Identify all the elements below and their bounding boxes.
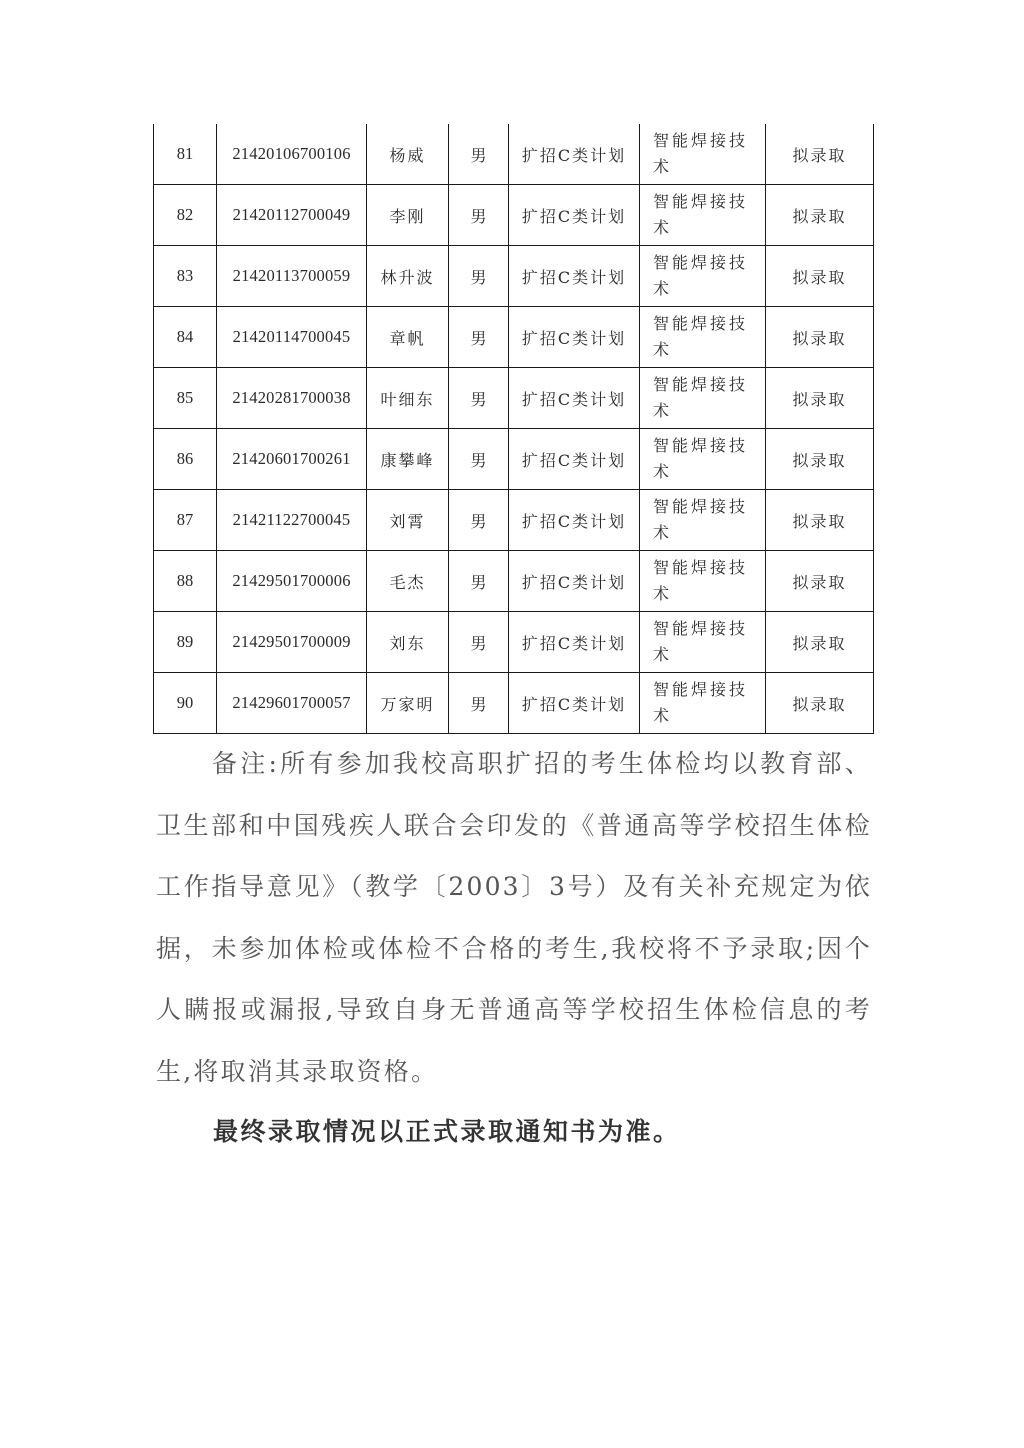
cell-gender: 男 bbox=[449, 429, 509, 490]
cell-status: 拟录取 bbox=[766, 307, 874, 368]
table-row bbox=[154, 307, 874, 368]
cell-plan: 扩招C类计划 bbox=[509, 490, 640, 551]
cell-status: 拟录取 bbox=[766, 429, 874, 490]
cell-major: 智能焊接技术 bbox=[640, 307, 766, 368]
cell-major: 智能焊接技术 bbox=[640, 124, 766, 185]
cell-number: 84 bbox=[154, 307, 217, 368]
cell-name: 杨威 bbox=[367, 124, 449, 185]
cell-name: 叶细东 bbox=[367, 368, 449, 429]
cell-number: 83 bbox=[154, 246, 217, 307]
cell-candidate-id: 21420112700049 bbox=[217, 185, 367, 246]
cell-number: 86 bbox=[154, 429, 217, 490]
table-row bbox=[154, 490, 874, 551]
cell-major: 智能焊接技术 bbox=[640, 673, 766, 734]
cell-name: 刘霄 bbox=[367, 490, 449, 551]
cell-status: 拟录取 bbox=[766, 368, 874, 429]
cell-plan: 扩招C类计划 bbox=[509, 551, 640, 612]
cell-major: 智能焊接技术 bbox=[640, 551, 766, 612]
cell-candidate-id: 21420601700261 bbox=[217, 429, 367, 490]
cell-plan: 扩招C类计划 bbox=[509, 124, 640, 185]
table-body bbox=[154, 124, 874, 734]
cell-name: 章帆 bbox=[367, 307, 449, 368]
cell-candidate-id: 21421122700045 bbox=[217, 490, 367, 551]
remark-paragraph: 备注:所有参加我校高职扩招的考生体检均以教育部、卫生部和中国残疾人联合会印发的《普通高等学校招生体检工作指导意见》（教学〔2003〕3号）及有关补充规定为依据，未参加体检或体检不合格的考生,我校将不予录取;因个人瞒报或漏报,导致自身无普通高等学校招生体检信息的考生,将取消其录取资格。 bbox=[156, 749, 872, 1086]
cell-plan: 扩招C类计划 bbox=[509, 368, 640, 429]
cell-major: 智能焊接技术 bbox=[640, 368, 766, 429]
cell-status: 拟录取 bbox=[766, 551, 874, 612]
cell-name: 李刚 bbox=[367, 185, 449, 246]
cell-gender: 男 bbox=[449, 185, 509, 246]
cell-candidate-id: 21420114700045 bbox=[217, 307, 367, 368]
cell-candidate-id: 21429501700009 bbox=[217, 612, 367, 673]
cell-candidate-id: 21420113700059 bbox=[217, 246, 367, 307]
cell-major: 智能焊接技术 bbox=[640, 246, 766, 307]
cell-name: 林升波 bbox=[367, 246, 449, 307]
cell-status: 拟录取 bbox=[766, 673, 874, 734]
cell-status: 拟录取 bbox=[766, 490, 874, 551]
table-row bbox=[154, 612, 874, 673]
cell-gender: 男 bbox=[449, 307, 509, 368]
cell-gender: 男 bbox=[449, 612, 509, 673]
table-row bbox=[154, 673, 874, 734]
cell-name: 毛杰 bbox=[367, 551, 449, 612]
table-row bbox=[154, 124, 874, 185]
cell-candidate-id: 21429601700057 bbox=[217, 673, 367, 734]
table-row bbox=[154, 551, 874, 612]
final-statement: 最终录取情况以正式录取通知书为准。 bbox=[213, 1117, 681, 1146]
cell-candidate-id: 21420281700038 bbox=[217, 368, 367, 429]
cell-name: 康攀峰 bbox=[367, 429, 449, 490]
cell-gender: 男 bbox=[449, 551, 509, 612]
cell-gender: 男 bbox=[449, 246, 509, 307]
cell-plan: 扩招C类计划 bbox=[509, 246, 640, 307]
cell-name: 万家明 bbox=[367, 673, 449, 734]
cell-plan: 扩招C类计划 bbox=[509, 429, 640, 490]
cell-major: 智能焊接技术 bbox=[640, 612, 766, 673]
cell-name: 刘东 bbox=[367, 612, 449, 673]
cell-plan: 扩招C类计划 bbox=[509, 185, 640, 246]
cell-number: 82 bbox=[154, 185, 217, 246]
cell-major: 智能焊接技术 bbox=[640, 185, 766, 246]
cell-number: 87 bbox=[154, 490, 217, 551]
cell-candidate-id: 21420106700106 bbox=[217, 124, 367, 185]
cell-candidate-id: 21429501700006 bbox=[217, 551, 367, 612]
cell-gender: 男 bbox=[449, 124, 509, 185]
cell-major: 智能焊接技术 bbox=[640, 429, 766, 490]
table-row bbox=[154, 246, 874, 307]
table-row bbox=[154, 429, 874, 490]
cell-plan: 扩招C类计划 bbox=[509, 673, 640, 734]
admission-table bbox=[153, 124, 874, 734]
cell-status: 拟录取 bbox=[766, 185, 874, 246]
cell-plan: 扩招C类计划 bbox=[509, 307, 640, 368]
cell-number: 89 bbox=[154, 612, 217, 673]
cell-gender: 男 bbox=[449, 673, 509, 734]
cell-gender: 男 bbox=[449, 490, 509, 551]
cell-status: 拟录取 bbox=[766, 124, 874, 185]
cell-gender: 男 bbox=[449, 368, 509, 429]
cell-status: 拟录取 bbox=[766, 612, 874, 673]
cell-major: 智能焊接技术 bbox=[640, 490, 766, 551]
cell-number: 81 bbox=[154, 124, 217, 185]
cell-plan: 扩招C类计划 bbox=[509, 612, 640, 673]
cell-status: 拟录取 bbox=[766, 246, 874, 307]
cell-number: 90 bbox=[154, 673, 217, 734]
table-row bbox=[154, 185, 874, 246]
cell-number: 88 bbox=[154, 551, 217, 612]
cell-number: 85 bbox=[154, 368, 217, 429]
table-row bbox=[154, 368, 874, 429]
